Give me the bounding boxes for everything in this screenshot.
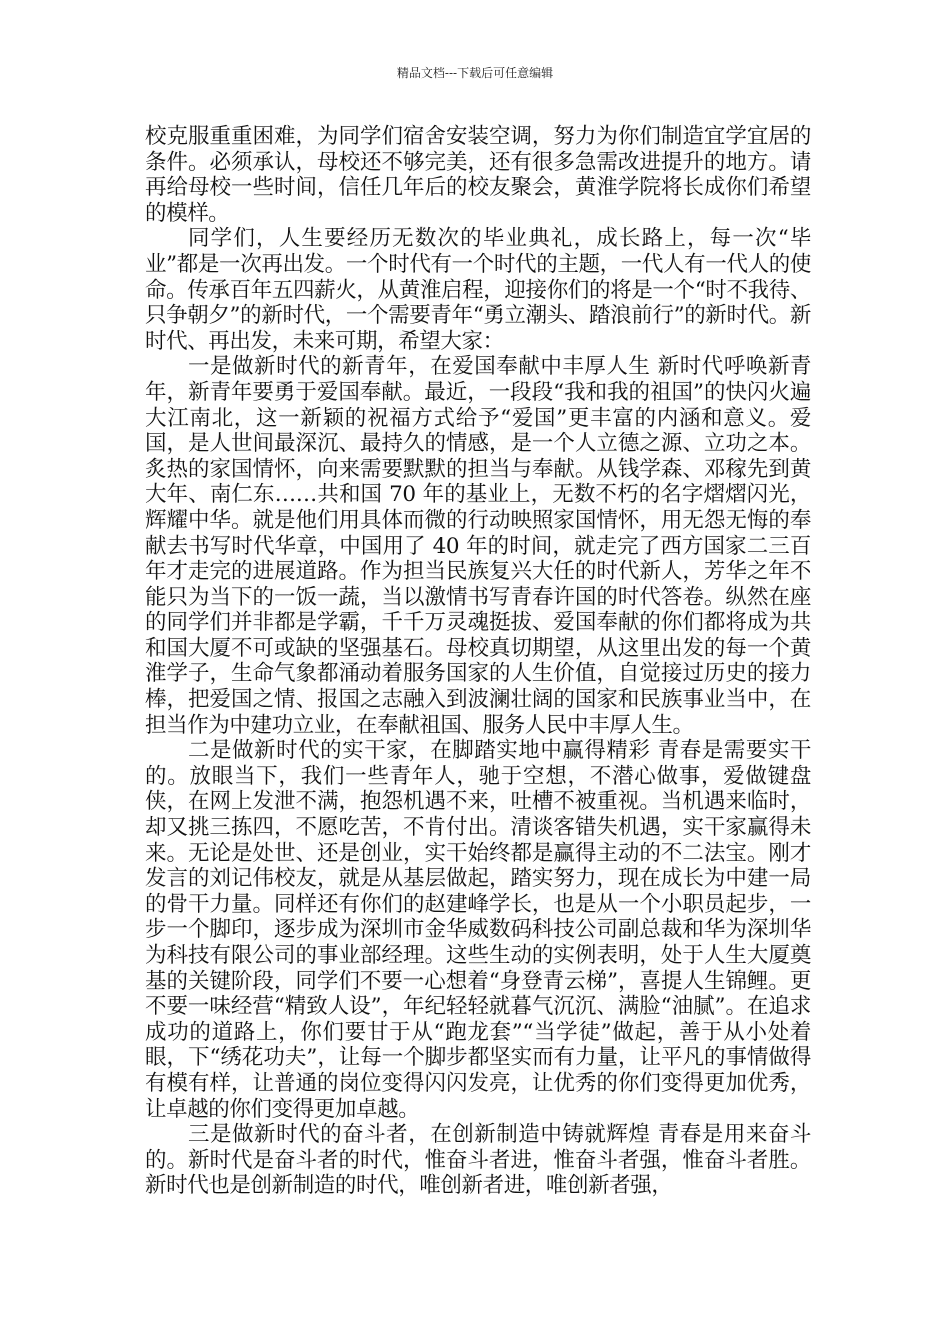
paragraph-5: 三是做新时代的奋斗者，在创新制造中铸就辉煌 青春是用来奋斗的。新时代是奋斗者的时代，惟奋斗者进，惟奋斗者强，惟奋斗者胜。新时代也是创新制造的时代，唯创新者进，唯创新者强， bbox=[145, 1122, 811, 1199]
document-body bbox=[145, 124, 811, 1199]
paragraph-1: 校克服重重困难，为同学们宿舍安装空调，努力为你们制造宜学宜居的条件。必须承认，母校还不够完美，还有很多急需改进提升的地方。请再给母校一些时间，信任几年后的校友聚会，黄淮学院将长成你们希望的模样。 bbox=[145, 124, 811, 226]
paragraph-2: 同学们，人生要经历无数次的毕业典礼，成长路上，每一次“毕业”都是一次再出发。一个时代有一个时代的主题，一代人有一代人的使命。传承百年五四薪火，从黄淮启程，迎接你们的将是一个“时不我待、只争朝夕”的新时代，一个需要青年“勇立潮头、踏浪前行”的新时代。新时代、再出发，未来可期，希望大家： bbox=[145, 226, 811, 354]
paragraph-4: 二是做新时代的实干家，在脚踏实地中赢得精彩 青春是需要实干的。放眼当下，我们一些青年人，驰于空想，不潜心做事，爱做键盘侠，在网上发泄不满，抱怨机遇不来，吐槽不被重视。当机遇来临时，却又挑三拣四，不愿吃苦，不肯付出。清谈客错失机遇，实干家赢得未来。无论是处世、还是创业，实干始终都是赢得主动的不二法宝。刚才发言的刘记伟校友，就是从基层做起，踏实努力，现在成长为中建一局的骨干力量。同样还有你们的赵建峰学长，也是从一个小职员起步，一步一个脚印，逐步成为深圳市金华威数码科技公司副总裁和华为深圳华为科技有限公司的事业部经理。这些生动的实例表明，处于人生大厦奠基的关键阶段，同学们不要一心想着“身登青云梯”，喜提人生锦鲤。更不要一味经营“精致人设”，年纪轻轻就暮气沉沉、满脸“油腻”。在追求成功的道路上，你们要甘于从“跑龙套”“当学徒”做起，善于从小处着眼，下“绣花功夫”，让每一个脚步都坚实而有力量，让平凡的事情做得有模有样，让普通的岗位变得闪闪发亮，让优秀的你们变得更加优秀，让卓越的你们变得更加卓越。 bbox=[145, 738, 811, 1122]
page-header: 精品文档---下载后可任意编辑 bbox=[396, 66, 554, 80]
paragraph-3: 一是做新时代的新青年，在爱国奉献中丰厚人生 新时代呼唤新青年，新青年要勇于爱国奉献。最近，一段段“我和我的祖国”的快闪火遍大江南北，这一新颖的祝福方式给予“爱国”更丰富的内涵和意义。爱国，是人世间最深沉、最持久的情感，是一个人立德之源、立功之本。炙热的家国情怀，向来需要默默的担当与奉献。从钱学森、邓稼先到黄大年、南仁东……共和国 70 年的基业上，无数不朽的名字熠熠闪光，辉耀中华。就是他们用具体而微的行动映照家国情怀，用无怨无悔的奉献去书写时代华章，中国用了 40 年的时间，就走完了西方国家二三百年才走完的进展道路。作为担当民族复兴大任的时代新人，芳华之年不能只为当下的一饭一蔬，当以激情书写青春许国的时代答卷。纵然在座的同学们并非都是学霸，千千万灵魂挺拔、爱国奉献的你们都将成为共和国大厦不可或缺的坚强基石。母校真切期望，从这里出发的每一个黄淮学子，生命气象都涌动着服务国家的人生价值，自觉接过历史的接力棒，把爱国之情、报国之志融入到波澜壮阔的国家和民族事业当中，在担当作为中建功立业，在奉献祖国、服务人民中丰厚人生。 bbox=[145, 354, 811, 738]
